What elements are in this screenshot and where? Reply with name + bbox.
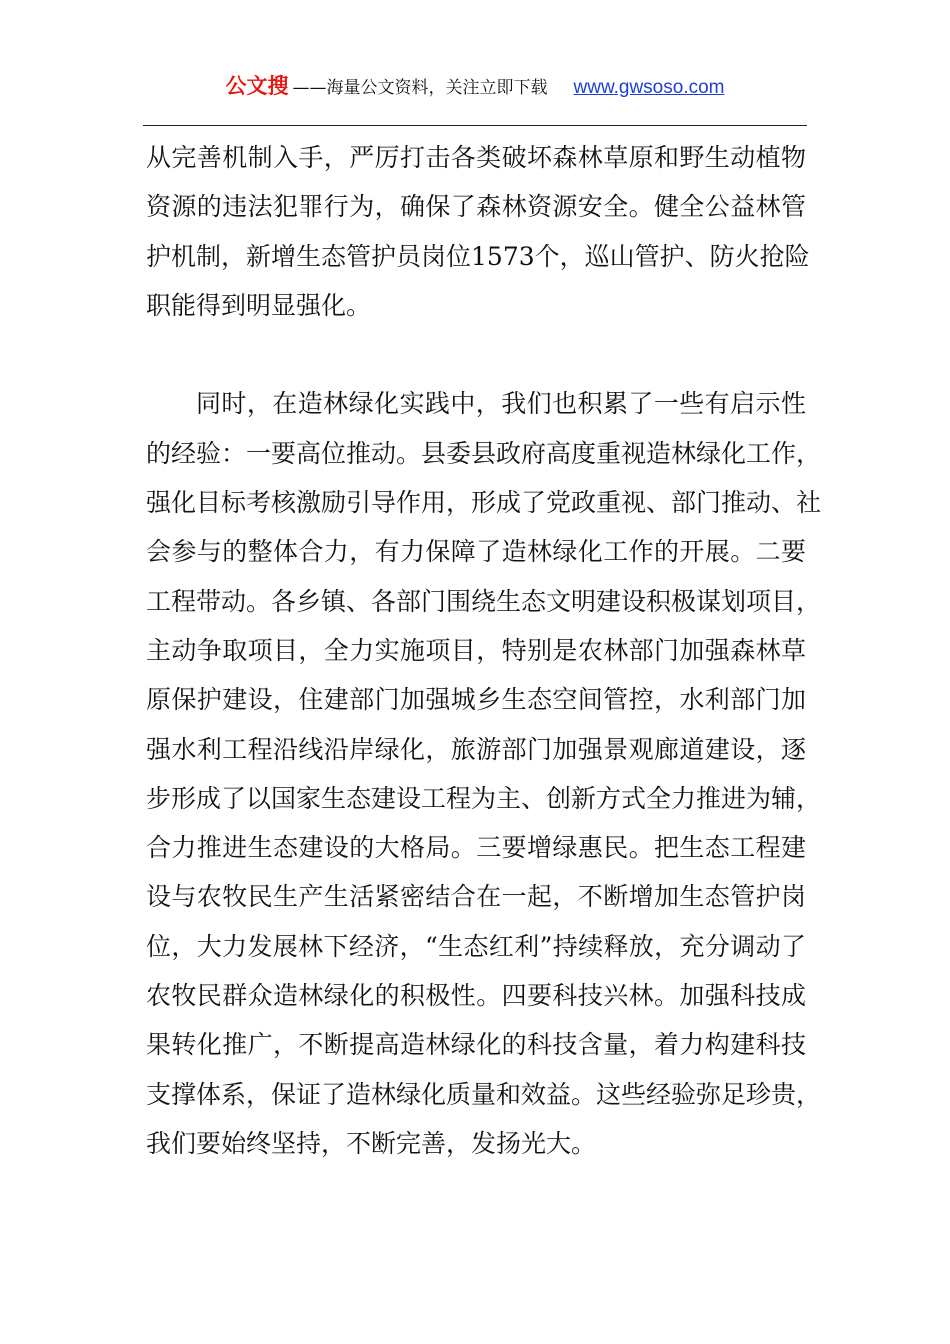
text-line: 支撑体系，保证了造林绿化质量和效益。这些经验弥足珍贵， bbox=[146, 1079, 822, 1109]
brand-name: 公文搜 bbox=[225, 74, 289, 98]
text-line: 位，大力发展林下经济，“生态红利”持续释放，充分调动了 bbox=[146, 931, 806, 961]
text-line: 会参与的整体合力，有力保障了造林绿化工作的开展。二要 bbox=[146, 537, 806, 567]
text-line: 强水利工程沿线沿岸绿化，旅游部门加强景观廊道建设，逐 bbox=[146, 734, 806, 764]
text-line: 主动争取项目，全力实施项目，特别是农林部门加强森林草 bbox=[146, 635, 806, 665]
header-slogan: ——海量公文资料，关注立即下载 bbox=[292, 78, 548, 98]
document-body bbox=[146, 133, 822, 1168]
text-line: 工程带动。各乡镇、各部门围绕生态文明建设积极谋划项目， bbox=[146, 586, 822, 616]
text-line: 同时，在造林绿化实践中，我们也积累了一些有启示性 bbox=[196, 389, 806, 419]
text-line: 我们要始终坚持，不断完善，发扬光大。 bbox=[146, 1128, 597, 1158]
text-line: 设与农牧民生产生活紧密结合在一起，不断增加生态管护岗 bbox=[146, 882, 806, 912]
text-line: 的经验：一要高位推动。县委县政府高度重视造林绿化工作， bbox=[146, 438, 822, 468]
text-line: 资源的违法犯罪行为，确保了森林资源安全。健全公益林管 bbox=[146, 192, 806, 222]
header-divider bbox=[143, 125, 807, 126]
paragraph bbox=[146, 133, 810, 330]
text-line: 职能得到明显强化。 bbox=[146, 290, 372, 320]
text-line: 从完善机制入手，严厉打击各类破坏森林草原和野生动植物 bbox=[146, 143, 806, 172]
page-header bbox=[0, 70, 950, 100]
text-line: 农牧民群众造林绿化的积极性。四要科技兴林。加强科技成 bbox=[146, 981, 806, 1011]
text-line: 果转化推广，不断提高造林绿化的科技含量，着力构建科技 bbox=[146, 1030, 806, 1060]
paragraph bbox=[146, 379, 822, 1168]
text-line: 合力推进生态建设的大格局。三要增绿惠民。把生态工程建 bbox=[146, 833, 806, 863]
text-line: 护机制，新增生态管护员岗位1573个，巡山管护、防火抢险 bbox=[146, 241, 810, 271]
paragraph-gap bbox=[146, 330, 806, 379]
text-line: 步形成了以国家生态建设工程为主、创新方式全力推进为辅， bbox=[146, 783, 822, 813]
text-line: 强化目标考核激励引导作用，形成了党政重视、部门推动、社 bbox=[146, 488, 822, 518]
text-line: 原保护建设，住建部门加强城乡生态空间管控，水利部门加 bbox=[146, 685, 806, 715]
site-link[interactable]: www.gwsoso.com bbox=[573, 77, 725, 98]
